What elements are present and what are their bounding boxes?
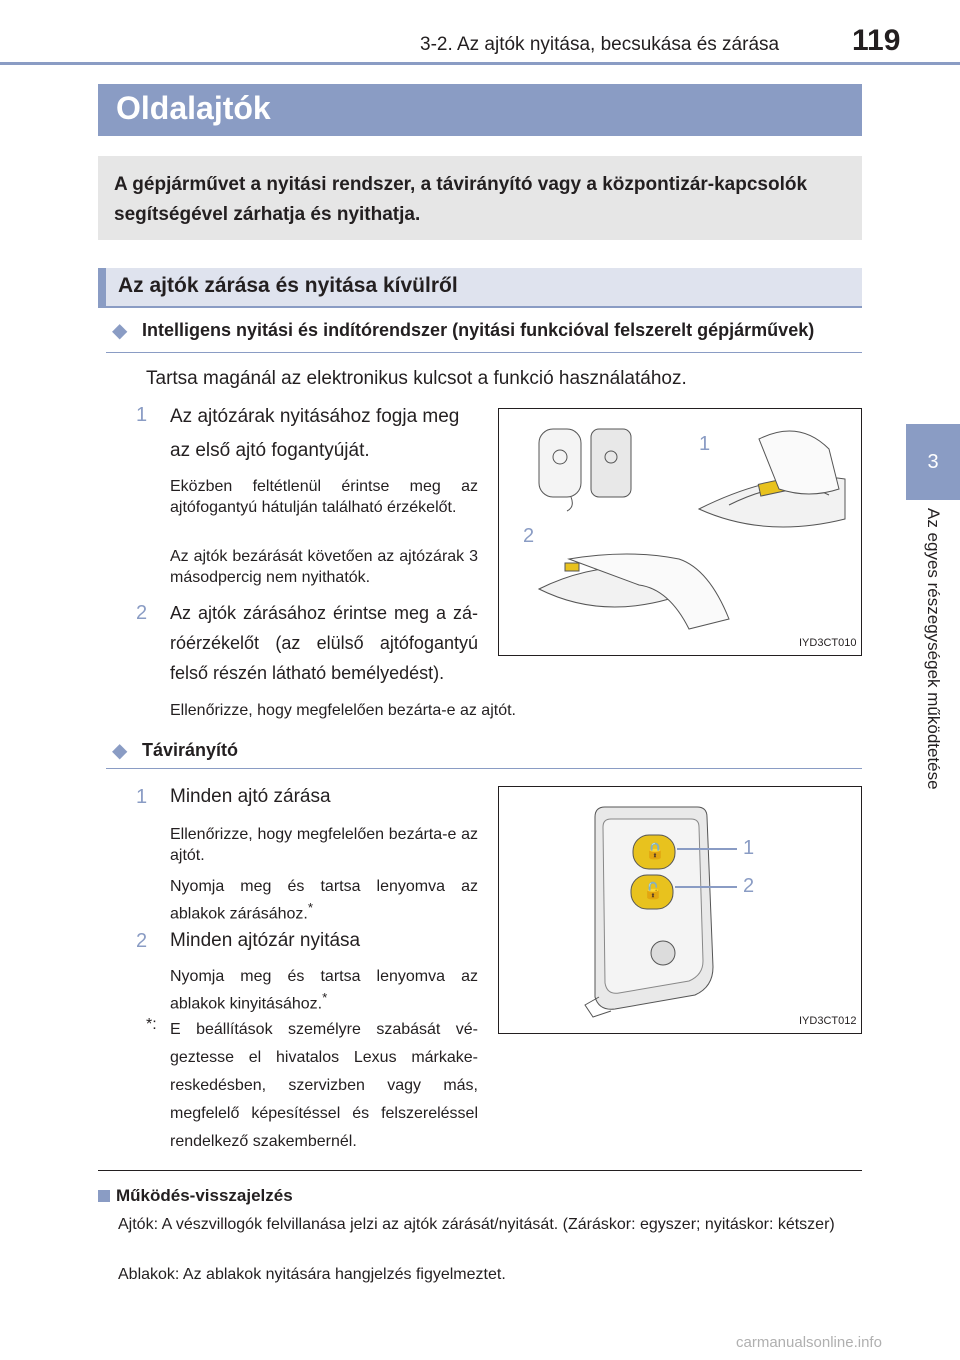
remote-heading: Távirányító (142, 740, 239, 760)
door-handle-illustration (499, 409, 861, 655)
smart-entry-intro: Tartsa magánál az elektronikus kulcsot a funkció használatához. (146, 368, 687, 389)
step1-note1: Eközben feltétlenül érintse meg az ajtófogantyú hátulján található érzékelőt. (170, 478, 478, 516)
operation-heading-text: Működés-visszajelzés (116, 1186, 293, 1205)
figure-caption: IYD3CT010 (799, 637, 857, 649)
footnote-text: E beállítások személyre szabását végeztesse el hivatalos Lexus márkakereskedésben, szervizben vagy más, megfelelő képesítéssel és felszereléssel rendelkező szakembernél. (170, 1021, 478, 1150)
intro-text: A gépjárművet a nyitási rendszer, a távirányító vagy a központizár-kapcsolók segítségével zárhatja és nyithatja. (114, 174, 808, 225)
step1-note2: Az ajtók bezárását követően az ajtózárak 3 másodpercig nem nyithatók. (170, 548, 478, 586)
step-number-2: 2 (136, 930, 148, 952)
divider (98, 1170, 862, 1171)
callout-2: 2 (743, 875, 755, 897)
remote-step2-title: Minden ajtózár nyitása (170, 930, 361, 951)
remote-step1-note2 (170, 876, 478, 924)
key-fob-illustration (499, 787, 861, 1033)
remote-illustration (498, 786, 862, 1034)
remote-step1-title: Minden ajtó zárása (170, 786, 331, 807)
smart-entry-rule (106, 352, 862, 353)
footnote-mark: *: (146, 1016, 157, 1033)
chapter-tab-label: Az egyes részegységek működtetése (924, 508, 943, 790)
diamond-icon: ◆ (112, 740, 128, 762)
operation-text-1: Ajtók: A vészvillogók felvillanása jelzi az ajtók zárását/nyitását. (Záráskor: egyszer; nyitáskor: kétszer) (118, 1216, 835, 1233)
step2-text: Az ajtók zárásához érintse meg a záróérzékelőt (az elülső ajtófogantyú felső részén látható bemélyedést). (170, 603, 478, 683)
check-text: Ellenőrizze, hogy megfelelően bezárta-e az ajtót. (170, 702, 516, 719)
remote-step2-note-text: Nyomja meg és tartsa lenyomva az ablakok kinyitásához. (170, 968, 478, 1013)
callout-2: 2 (523, 525, 535, 547)
lock-icon: 🔒 (645, 843, 665, 860)
square-bullet-icon (98, 1190, 110, 1202)
section-title-bar (98, 84, 862, 136)
smart-entry-heading: Intelligens nyitási és indítórendszer (nyitási funkcióval felszerelt gépjárművek) (142, 320, 815, 340)
diamond-icon: ◆ (112, 320, 128, 342)
step1-line2: az első ajtó fogantyúját. (170, 440, 370, 461)
step1-line1: Az ajtózárak nyitásához fogja meg (170, 406, 460, 427)
header-rule (0, 62, 960, 65)
intro-box (98, 156, 862, 240)
operation-text-2: Ablakok: Az ablakok nyitására hangjelzés figyelmeztet. (118, 1266, 506, 1283)
watermark: carmanualsonline.info (736, 1334, 882, 1351)
callout-1: 1 (699, 433, 711, 455)
remote-step2-note (170, 966, 478, 1014)
subsection-title-bar (98, 268, 862, 308)
asterisk: * (322, 990, 328, 1005)
section-title: Oldalajtók (116, 90, 271, 126)
callout-1: 1 (743, 837, 755, 859)
remote-rule (106, 768, 862, 769)
chapter-tab[interactable] (906, 424, 960, 500)
running-header-title: 3-2. Az ajtók nyitása, becsukása és zárása (420, 34, 780, 55)
step-number-1: 1 (136, 786, 148, 808)
remote-step1-note2-text: Nyomja meg és tartsa lenyomva az ablakok zárásához. (170, 878, 478, 923)
chapter-tab-number: 3 (927, 451, 939, 473)
asterisk: * (307, 900, 314, 915)
operation-heading (98, 1186, 293, 1206)
unlock-icon: 🔓 (643, 883, 663, 900)
figure-caption: IYD3CT012 (799, 1015, 857, 1027)
subsection-title: Az ajtók zárása és nyitása kívülről (118, 274, 458, 297)
step-number-2: 2 (136, 602, 148, 624)
step-number-1: 1 (136, 404, 148, 426)
smart-entry-illustration (498, 408, 862, 656)
page-number: 119 (852, 24, 901, 57)
chapter-tab-label-wrap (906, 508, 960, 868)
remote-step1-note1: Ellenőrizze, hogy megfelelően bezárta-e az ajtót. (170, 826, 478, 864)
